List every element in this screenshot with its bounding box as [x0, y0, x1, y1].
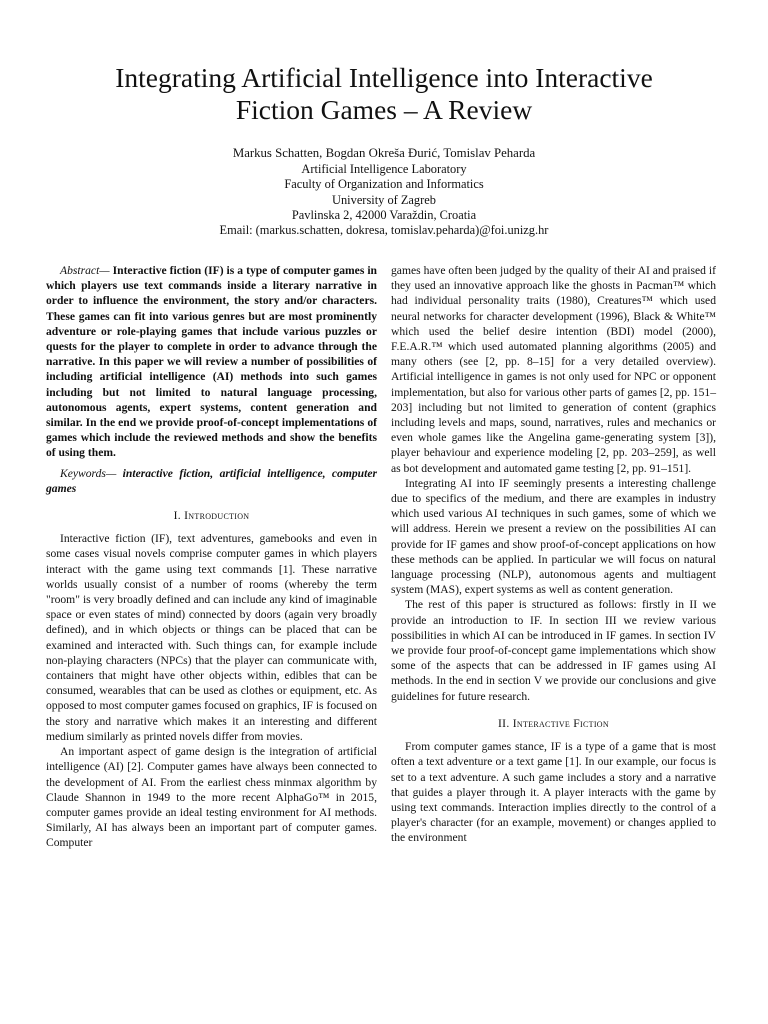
section-heading-interactive-fiction: II. Interactive Fiction [498, 716, 609, 730]
author-faculty: Faculty of Organization and Informatics [284, 177, 484, 192]
intro-paragraph-3: games have often been judged by the quality of their AI and praised if they used an innovative approach like the ghosts in Pacman™ which had individual personality traits (1980), Creatures™ which used neural networks for character development (1996), Black & White™ which used the belief desire intention (BDI) model (2000), F.E.A.R.™ which used automated planning algorithms (2005) and many others (see [2, pp. 8–15] for a very detailed overview). Artificial intelligence in games is not only used for NPC or opponent implementation, but also for various other parts of games [2, pp. 151–203] including but not limited to generation of content (graphics including levels and maps, sound, narratives, rules and mechanics or even whole games like the Angelina game-generating system [3]), player behaviour and experience modeling [2, pp. 203–259], as well as bot development and automated game testing [2, pp. 91–151]. [391, 264, 716, 475]
author-block [40, 146, 728, 238]
author-lab: Artificial Intelligence Laboratory [301, 162, 467, 177]
title-line-1: Integrating Artificial Intelligence into Interactive [115, 62, 653, 93]
intro-paragraph-2: An important aspect of game design is the integration of artificial intelligence (AI) [2]. Computer games have always been connected to the development of AI. From the earliest chess minmax algorithm by Claude Shannon in 1949 to the more recent AlphaGo™ in 2015, computer games provide an ideal testing environment for AI methods. Similarly, AI has always been an important part of computer games. Computer [46, 745, 377, 850]
keywords-text: interactive fiction, artificial intelligence, computer games [46, 466, 377, 495]
right-column [391, 263, 716, 846]
keywords-lead: Keywords— [60, 466, 117, 480]
title-line-2: Fiction Games – A Review [235, 94, 533, 125]
intro-paragraph-5: The rest of this paper is structured as follows: firstly in II we provide an introduction to IF. In section III we review various possibilities in which AI can be introduced in IF games. In section IV we provide four proof-of-concept game implementations which show some of the aspects that can be addressed in IF games using AI methods. In the end in section V we provide our conclusions and give guidelines for future research. [391, 598, 716, 703]
author-names: Markus Schatten, Bogdan Okreša Ðurić, Tomislav Peharda [232, 146, 536, 160]
author-email: Email: (markus.schatten, dokresa, tomislav.peharda)@foi.unizg.hr [219, 223, 549, 238]
intro-paragraph-4: Integrating AI into IF seemingly presents a interesting challenge due to specifics of the medium, and there are examples in industry which used various AI techniques in such games, some of which we will address. Herein we present a review on the possibilities AI can provide for IF games and show proof-of-concept applications on how these methods can be applied. In particular we will focus on natural language processing (NLP), autonomous agents and multiagent system (MAS), expert systems as well as content generation. [391, 476, 716, 597]
abstract [46, 263, 377, 461]
paper-title [40, 62, 728, 126]
section-heading-introduction: I. Introduction [173, 509, 250, 523]
keywords [46, 466, 377, 496]
intro-paragraph-1: Interactive fiction (IF), text adventures, gamebooks and even in some cases visual novels comprise computer games in which players interact with the game using text commands [1]. These narrative worlds usually consist of a number of rooms (whereby the term "room" is very broadly defined and can include any kind of imaginable space or even states of mind) connected by doors (again very broadly defined), and in which objects or things can be placed that can be examined and interacted with. Such things can, for example include non-playing characters (NPCs) that the player can communicate with, containers that might have other objects within, edibles that can be consumed, wearables that can be used as clothes or equipment, etc. As opposed to most computer games focused on graphics, IF is focused on the story and narrative which makes it an interesting and different medium similarly as printed novels differ from movies. [46, 532, 378, 743]
abstract-text: Interactive fiction (IF) is a type of computer games in which players use text commands inside a literary narrative in order to influence the environment, the story and/or characters. These games can fit into various genres but are most prominently adventure or role-playing games that include various puzzles or quests for the player to complete in order to advance through the narrative. In this paper we will review a number of possibilities of including artificial intelligence (AI) methods into such games including but not limited to natural language processing, autonomous agents, expert systems, content generation and similar. In the end we provide proof-of-concept implementations of games which include the reviewed methods and show the benefits of using them. [46, 264, 377, 460]
left-column [46, 263, 377, 851]
author-university: University of Zagreb [332, 192, 436, 207]
if-paragraph-1: From computer games stance, IF is a type of a game that is most often a text adventure or a text game [1]. In our example, our focus is set to a text adventure. A such game includes a story and a narrative that guides a player through it. A player interacts with the game by using text commands. Interaction implies directly to the control of a player's character (for an example, movement) or changes applied to the environment [391, 740, 716, 845]
author-address: Pavlinska 2, 42000 Varaždin, Croatia [291, 207, 477, 222]
abstract-lead: Abstract— [60, 264, 110, 277]
